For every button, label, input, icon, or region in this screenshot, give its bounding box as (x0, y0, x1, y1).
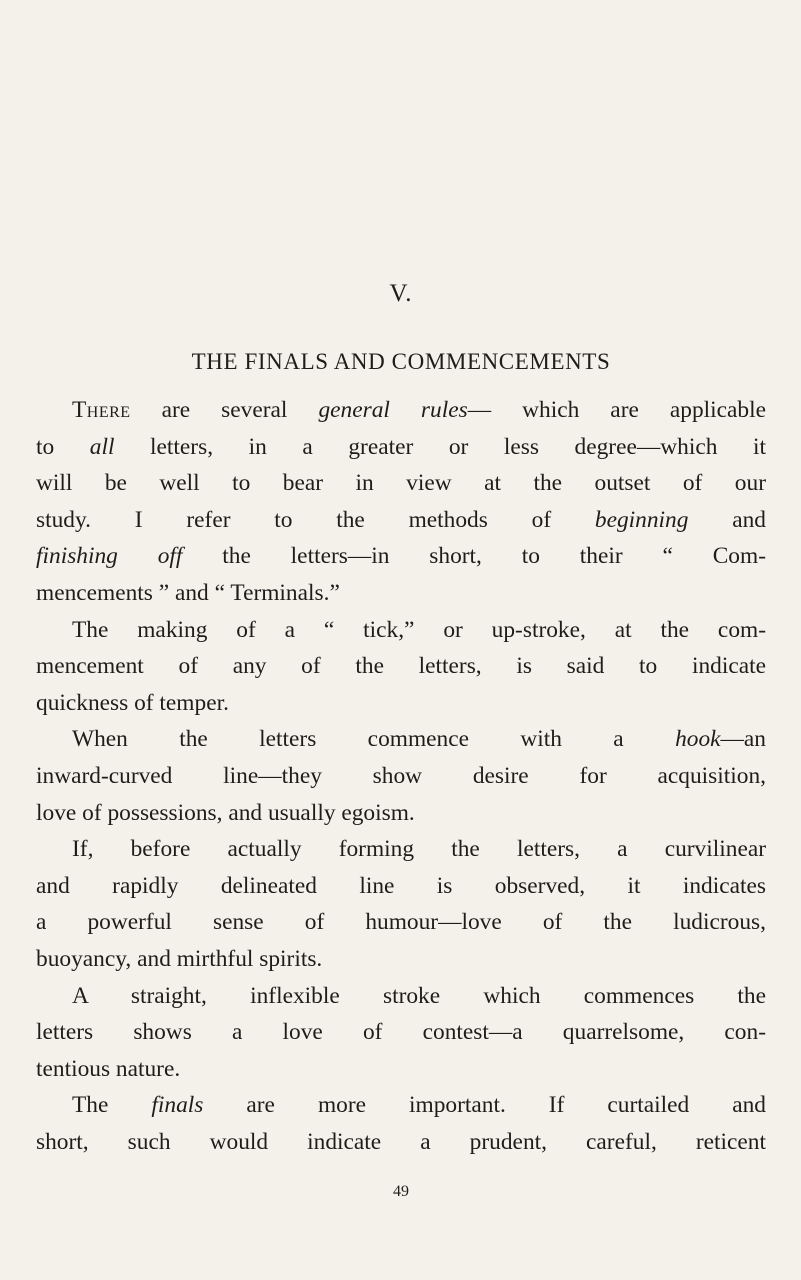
text-line: When the letters commence with a hook—an (72, 726, 766, 753)
text-line: buoyancy, and mirthful spirits. (36, 945, 323, 972)
text-line: quickness of temper. (36, 689, 229, 716)
text-line: to all letters, in a greater or less degree—which it (36, 433, 766, 460)
text-line: love of possessions, and usually egoism. (36, 799, 415, 826)
paragraph-1 (36, 392, 766, 612)
text-line: a powerful sense of humour—love of the ludicrous, (36, 909, 766, 936)
text-line: If, before actually forming the letters, a curvilinear (72, 836, 766, 863)
text-line: will be well to bear in view at the outset of our (36, 470, 766, 497)
paragraph-4 (36, 831, 766, 977)
text-line: short, such would indicate a prudent, careful, reticent (36, 1128, 766, 1155)
paragraph-6 (36, 1087, 766, 1160)
text-line: and rapidly delineated line is observed, it indicates (36, 872, 766, 899)
text-line: letters shows a love of contest—a quarrelsome, con- (36, 1019, 766, 1046)
chapter-number: V. (389, 280, 413, 307)
text-line: The making of a “ tick,” or up-stroke, at the com- (72, 616, 766, 643)
paragraph-5 (36, 978, 766, 1088)
chapter-title: THE FINALS AND COMMENCEMENTS (191, 349, 611, 374)
text-line: A straight, inflexible stroke which commences the (72, 982, 766, 1009)
body-text (36, 392, 766, 1160)
paragraph-3 (36, 721, 766, 831)
text-line: inward-curved line—they show desire for acquisition, (36, 762, 766, 789)
paragraph-2 (36, 612, 766, 722)
text-line: finishing off the letters—in short, to their “ Com- (36, 543, 766, 570)
text-line: The finals are more important. If curtailed and (72, 1092, 766, 1119)
text-line: mencement of any of the letters, is said to indicate (36, 653, 766, 680)
book-page (36, 0, 766, 1280)
text-line: study. I refer to the methods of beginning and (36, 506, 767, 533)
page-number: 49 (393, 1183, 409, 1200)
text-line: tentious nature. (36, 1055, 181, 1082)
text-line: There are several general rules— which are applicable (72, 397, 766, 423)
text-line: mencements ” and “ Terminals.” (36, 579, 340, 606)
